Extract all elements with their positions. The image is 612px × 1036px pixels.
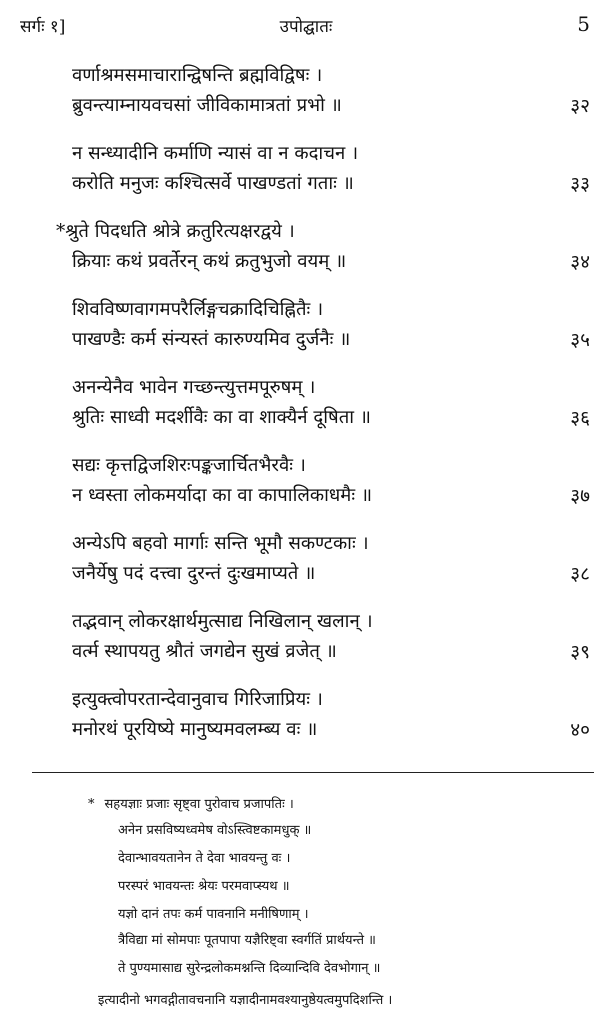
page-header — [0, 14, 612, 42]
verse-line: न ध्वस्ता लोकमर्यादा का वा कापालिकाधमैः ॥ — [72, 485, 373, 506]
footnote-text: सहयज्ञाः प्रजाः सृष्ट्वा पुरोवाच प्रजापतिः । — [104, 797, 294, 812]
footnote-line: देवान्भावयतानेन ते देवा भावयन्तु वः । — [118, 851, 291, 866]
verse-line: न सन्ध्यादीनि कर्माणि न्यासं वा न कदाचन । — [72, 143, 359, 164]
footnote-divider — [32, 772, 594, 773]
footnote-marker: * — [88, 797, 95, 812]
verse-40 — [0, 682, 612, 760]
footnote-line: ते पुण्यमासाद्य सुरेन्द्रलोकमश्नन्ति दिव्यान्दिवि देवभोगान् ॥ — [118, 961, 381, 976]
verse-33 — [0, 136, 612, 214]
verse-number: ३६ — [570, 407, 590, 429]
verse-36 — [0, 370, 612, 448]
verse-number: ३३ — [570, 173, 590, 195]
section-title: उपोद्घातः — [279, 17, 333, 37]
footnote-line: इत्यादीनो भगवद्गीतावचनानि यज्ञादीनामवश्यानुष्ठेयत्वमुपदिशन्ति । — [98, 993, 393, 1008]
verse-line: श्रुतिः साध्वी मदर्शीवैः का वा शाक्यैर्न दूषिता ॥ — [72, 407, 372, 428]
verse-32 — [0, 58, 612, 136]
footnote-line: यज्ञो दानं तपः कर्म पावनानि मनीषिणाम् । — [118, 907, 309, 922]
footnote-line: परस्परं भावयन्तः श्रेयः परमवाप्स्यथ ॥ — [118, 879, 290, 894]
footnote-line — [88, 794, 294, 812]
verse-line: क्रियाः कथं प्रवर्तेरन् कथं क्रतुभुजो वयम् ॥ — [72, 251, 347, 272]
verse-line: वर्त्म स्थापयतु श्रौतं जगद्येन सुखं व्रजेत् ॥ — [72, 641, 337, 662]
verse-line: पाखण्डैः कर्म संन्यस्तं कारुण्यमिव दुर्जनैः ॥ — [72, 329, 351, 350]
verse-line: वर्णाश्रमसमाचारान्द्विषन्ति ब्रह्मविद्विषः । — [72, 65, 323, 86]
verse-line: *श्रुते पिदधति श्रोत्रे क्रतुरित्यक्षरद्वये । — [56, 221, 295, 242]
verse-number: ३२ — [570, 95, 590, 117]
verse-line: ब्रुवन्त्याम्नायवचसां जीविकामात्रतां प्रभो ॥ — [72, 95, 342, 116]
verse-list — [0, 58, 612, 760]
verse-number: ४० — [570, 719, 590, 741]
verse-line: इत्युक्त्वोपरतान्देवानुवाच गिरिजाप्रियः । — [72, 689, 323, 710]
verse-number: ३७ — [570, 485, 590, 507]
verse-38 — [0, 526, 612, 604]
verse-line: करोति मनुजः कश्चित्सर्वे पाखण्डतां गताः ॥ — [72, 173, 354, 194]
verse-number: ३४ — [570, 251, 590, 273]
verse-line: सद्यः कृत्तद्विजशिरःपङ्कजार्चितभैरवैः । — [72, 455, 306, 476]
verse-37 — [0, 448, 612, 526]
verse-line: तद्भवान् लोकरक्षार्थमुत्साद्य निखिलान् खलान् । — [72, 611, 373, 632]
verse-number: ३८ — [570, 563, 590, 585]
verse-number: ३९ — [570, 641, 590, 663]
verse-number: ३५ — [570, 329, 590, 351]
footnote-line: त्रैविद्या मां सोमपाः पूतपापा यज्ञैरिष्ट्वा स्वर्गतिं प्रार्थयन्ते ॥ — [118, 933, 376, 948]
verse-line: जनैर्येषु पदं दत्त्वा दुरन्तं दुःखमाप्यते ॥ — [72, 563, 316, 584]
chapter-label: सर्गः १] — [20, 17, 66, 37]
verse-line: अनन्येनैव भावेन गच्छन्त्युत्तमपूरुषम् । — [72, 377, 316, 398]
page-number: 5 — [577, 12, 590, 36]
verse-line: शिवविष्णवागमपरैर्लिङ्गचक्रादिचिह्नितैः । — [72, 299, 324, 320]
verse-39 — [0, 604, 612, 682]
verse-34 — [0, 214, 612, 292]
footnote-line: अनेन प्रसविष्यध्वमेष वोऽस्त्विष्टकामधुक् ॥ — [118, 823, 312, 838]
verse-line: मनोरथं पूरयिष्ये मानुष्यमवलम्ब्य वः ॥ — [72, 719, 318, 740]
verse-line: अन्येऽपि बहवो मार्गाः सन्ति भूमौ सकण्टकाः । — [72, 533, 369, 554]
verse-35 — [0, 292, 612, 370]
